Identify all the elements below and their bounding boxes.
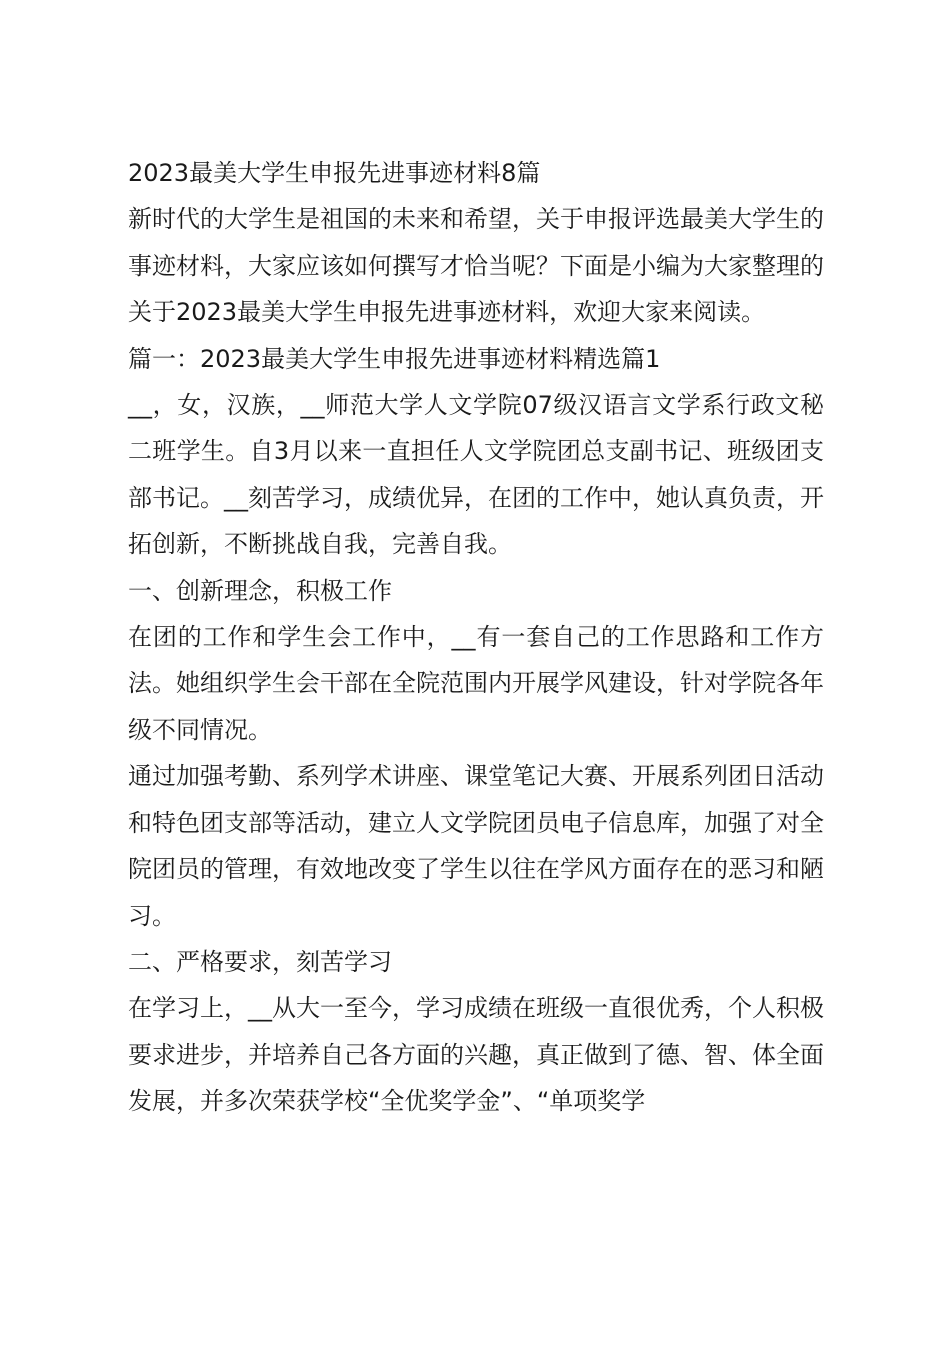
intro-paragraph: 新时代的大学生是祖国的未来和希望，关于申报评选最美大学生的事迹材料，大家应该如何撰写才恰当呢？下面是小编为大家整理的关于2023最美大学生申报先进事迹材料，欢迎大家来阅读。 [128, 205, 824, 327]
study-paragraph: 在学习上，__从大一至今，学习成绩在班级一直很优秀，个人积极要求进步，并培养自己各方面的兴趣，真正做到了德、智、体全面发展，并多次荣获学校“全优奖学金”、“单项奖学 [128, 994, 824, 1116]
activities-paragraph: 通过加强考勤、系列学术讲座、课堂笔记大赛、开展系列团日活动和特色团支部等活动，建立人文学院团员电子信息库，加强了对全院团员的管理，有效地改变了学生以往在学风方面存在的恶习和陋习。 [128, 762, 824, 930]
section-heading-part-one: 篇一：2023最美大学生申报先进事迹材料精选篇1 [128, 344, 661, 373]
document-title: 2023最美大学生申报先进事迹材料8篇 [128, 159, 541, 187]
profile-paragraph: __，女，汉族，__师范大学人文学院07级汉语言文学系行政文秘二班学生。自3月以来一直担任人文学院团总支副书记、班级团支部书记。__刻苦学习，成绩优异，在团的工作中，她认真负责，开拓创新，不断挑战自我，完善自我。 [128, 391, 824, 559]
document-body [128, 150, 824, 1125]
work-method-paragraph: 在团的工作和学生会工作中，__有一套自己的工作思路和工作方法。她组织学生会干部在全院范围内开展学风建设，针对学院各年级不同情况。 [128, 623, 824, 744]
subheading-innovation: 一、创新理念，积极工作 [128, 576, 392, 605]
subheading-study: 二、严格要求，刻苦学习 [128, 947, 392, 976]
